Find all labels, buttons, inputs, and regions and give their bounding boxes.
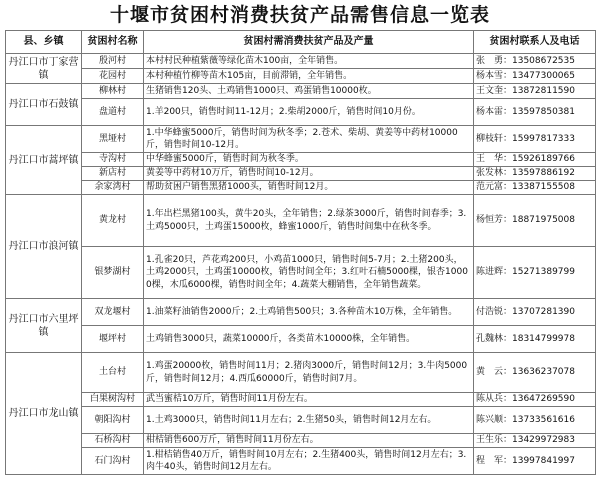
contact-cell: 柳枝轩：15997817333 xyxy=(474,126,596,153)
product-cell: 1.年出栏黑猪100头，黄牛20头，全年销售；2.绿茶3000斤，销售时间春季；3.土鸡5000只，土鸡蛋15000枚，蜂蜜1000斤，销售时间集中在秋冬季。 xyxy=(144,195,474,247)
contact-cell: 张 勇：13508672535 xyxy=(474,54,596,69)
village-cell: 双龙堰村 xyxy=(82,299,144,326)
header-product: 贫困村需消费扶贫产品及产量 xyxy=(144,31,474,54)
contact-cell: 杨本雷：13597850381 xyxy=(474,99,596,126)
product-cell: 本村村民种植紫薇等绿化苗木100亩，全年销售。 xyxy=(144,54,474,69)
contact-cell: 孔魏林：18314799978 xyxy=(474,326,596,353)
table-row xyxy=(6,195,596,247)
town-cell: 丹江口市龙山镇 xyxy=(6,353,82,475)
village-cell: 朝阳沟村 xyxy=(82,407,144,434)
village-cell: 黑垭村 xyxy=(82,126,144,153)
table-row xyxy=(6,326,596,353)
contact-cell: 陈从兵：13647269590 xyxy=(474,393,596,407)
town-cell: 丹江口市浪河镇 xyxy=(6,195,82,299)
product-cell: 1.羊200只，销售时间11-12月；2.柴胡2000斤，销售时间10月份。 xyxy=(144,99,474,126)
product-cell: 1.油菜籽油销售2000斤；2.土鸡销售500只；3.各种苗木10万株，全年销售。 xyxy=(144,299,474,326)
village-cell: 银梦湖村 xyxy=(82,247,144,299)
product-cell: 中华蜂蜜5000斤，销售时间为秋冬季。 xyxy=(144,153,474,167)
table-row xyxy=(6,353,596,393)
table-row xyxy=(6,54,596,69)
contact-cell: 王生乐：13429972983 xyxy=(474,434,596,448)
village-cell: 白果树沟村 xyxy=(82,393,144,407)
town-cell: 丹江口市蒿坪镇 xyxy=(6,126,82,195)
product-cell: 1.孔雀20只，芦花鸡200只，小鸡苗1000只，销售时间5-7月；2.土猪200头，土鸡2000只，土鸡蛋10000枚，销售时间全年；3.红叶石楠5000棵，银杏10000棵，木瓜6000棵，销售时间全年；4.蔬菜大棚销售，全年销售蔬菜。 xyxy=(144,247,474,299)
table-row xyxy=(6,448,596,475)
page-title: 十堰市贫困村消费扶贫产品需售信息一览表 xyxy=(109,4,490,26)
table-row xyxy=(6,69,596,84)
village-cell: 新店村 xyxy=(82,167,144,181)
contact-cell: 陈兴顺：13733561616 xyxy=(474,407,596,434)
product-cell: 1.土鸡3000只，销售时间11月左右；2.生猪50头，销售时间12月左右。 xyxy=(144,407,474,434)
village-cell: 黄龙村 xyxy=(82,195,144,247)
contact-cell: 程 军：13997841997 xyxy=(474,448,596,475)
table-row xyxy=(6,434,596,448)
product-cell: 土鸡销售3000只，蔬菜10000斤，各类苗木10000株，全年销售。 xyxy=(144,326,474,353)
table-row xyxy=(6,407,596,434)
table-row xyxy=(6,393,596,407)
table-row xyxy=(6,99,596,126)
village-cell: 寺沟村 xyxy=(82,153,144,167)
table-row xyxy=(6,181,596,195)
product-cell: 1.鸡蛋20000枚，销售时间11月；2.猪肉3000斤，销售时间12月；3.牛肉5000斤，销售时间12月；4.西瓜60000斤，销售时间7月。 xyxy=(144,353,474,393)
contact-cell: 王文奎：13872811590 xyxy=(474,84,596,99)
product-cell: 1.柑桔销售40万斤，销售时间10月左右；2.生猪400头，销售时间12月左右；3.肉牛40头，销售时间12月左右。 xyxy=(144,448,474,475)
town-cell: 丹江口市石鼓镇 xyxy=(6,84,82,126)
header-village: 贫困村名称 xyxy=(82,31,144,54)
village-cell: 柳林村 xyxy=(82,84,144,99)
contact-cell: 杨恒芳：18871975008 xyxy=(474,195,596,247)
village-cell: 堰坪村 xyxy=(82,326,144,353)
contact-cell: 黄 云：13636237078 xyxy=(474,353,596,393)
product-cell: 帮助贫困户销售黑猪1000头，销售时间12月。 xyxy=(144,181,474,195)
contact-cell: 王 华：15926189766 xyxy=(474,153,596,167)
village-cell: 盘道村 xyxy=(82,99,144,126)
table-row xyxy=(6,153,596,167)
contact-cell: 陈进辉：15271389799 xyxy=(474,247,596,299)
table-row xyxy=(6,84,596,99)
contact-cell: 杨本雪：13477300065 xyxy=(474,69,596,84)
village-cell: 土台村 xyxy=(82,353,144,393)
product-cell: 本村种植竹柳等苗木105亩，目前滞销，全年销售。 xyxy=(144,69,474,84)
village-cell: 石门沟村 xyxy=(82,448,144,475)
table-row xyxy=(6,167,596,181)
village-cell: 花园村 xyxy=(82,69,144,84)
town-cell: 丹江口市六里坪镇 xyxy=(6,299,82,353)
product-cell: 柑桔销售600万斤，销售时间11月份左右。 xyxy=(144,434,474,448)
header-town: 县、乡镇 xyxy=(6,31,82,54)
contact-cell: 付浩锐：13707281390 xyxy=(474,299,596,326)
product-cell: 黄姜等中药材10万斤，销售时间10-12月。 xyxy=(144,167,474,181)
village-cell: 石桥沟村 xyxy=(82,434,144,448)
table-row xyxy=(6,126,596,153)
contact-cell: 范元富：13387155508 xyxy=(474,181,596,195)
village-cell: 殷河村 xyxy=(82,54,144,69)
info-table xyxy=(5,30,596,475)
village-cell: 余家湾村 xyxy=(82,181,144,195)
table-row xyxy=(6,247,596,299)
product-cell: 1.中华蜂蜜5000斤，销售时间为秋冬季；2.苍术、柴胡、黄姜等中药材10000斤，销售时间10-12月。 xyxy=(144,126,474,153)
contact-cell: 张发林：13597886192 xyxy=(474,167,596,181)
table-row xyxy=(6,299,596,326)
product-cell: 生猪销售120头、土鸡销售1000只、鸡蛋销售10000枚。 xyxy=(144,84,474,99)
product-cell: 武当蜜桔10万斤，销售时间11月份左右。 xyxy=(144,393,474,407)
table-body xyxy=(6,54,596,475)
town-cell: 丹江口市丁家营镇 xyxy=(6,54,82,84)
table-header-row xyxy=(6,31,596,54)
header-contact: 贫困村联系人及电话 xyxy=(474,31,596,54)
